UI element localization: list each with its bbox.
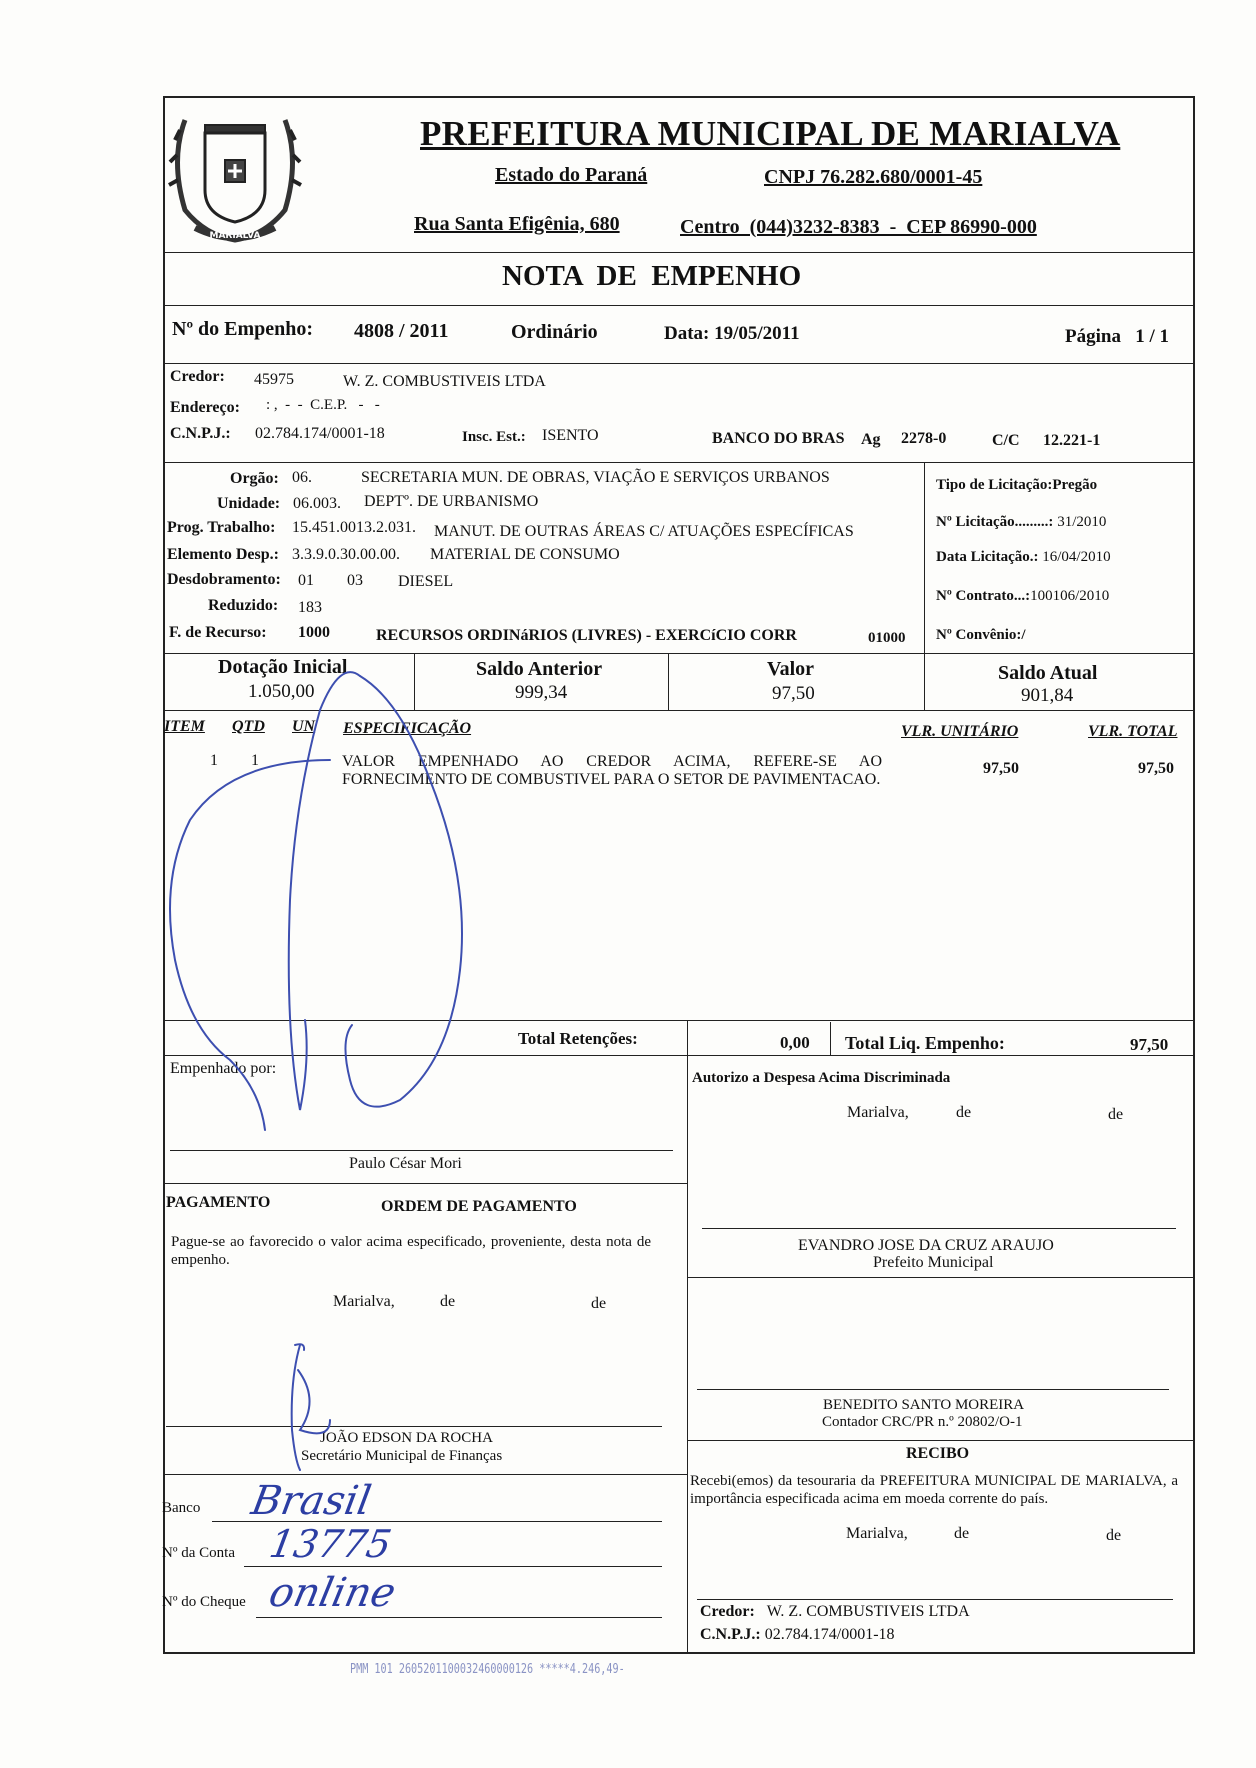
cheque-label: Nº do Cheque [162,1594,246,1610]
desdobramento-a: 01 [298,572,314,589]
signature-line [697,1599,1173,1600]
retencoes-value: 0,00 [780,1033,810,1052]
col-spec: ESPECIFICAÇÃO [343,720,472,737]
unidade-code: 06.003. [293,495,341,512]
signature-line [170,1150,673,1151]
autorizo-label: Autorizo a Despesa Acima Discriminada [692,1070,951,1086]
contador-role: Contador CRC/PR n.º 20802/O-1 [822,1414,1023,1430]
contrato-number [936,588,1109,605]
saldo-anterior-value: 999,34 [515,682,568,703]
recibo-credor [700,1603,970,1621]
signature-line [702,1228,1176,1229]
reduzido-value: 183 [298,599,322,616]
convenio: Nº Convênio:/ [936,627,1026,643]
empenhado-name: Paulo César Mori [349,1155,462,1172]
licitacao-type: Tipo de Licitação:Pregão [936,477,1098,493]
signature-line [166,1426,662,1427]
prog-code: 15.451.0013.2.031. [292,519,416,536]
banco-handwritten: Brasil [247,1478,375,1524]
insc-value: ISENTO [542,427,599,444]
divider [163,1474,687,1475]
bank-name: BANCO DO BRAS [712,430,845,447]
divider [163,1020,1195,1021]
col-qtd: QTD [232,718,265,735]
account-number: 12.221-1 [1043,432,1101,449]
conta-handwritten: 13775 [266,1522,395,1566]
contrato-label: Nº Contrato...: [936,588,1031,604]
cheque-handwritten: online [265,1570,400,1616]
header-contact: Centro (044)3232-8383 - CEP 86990-000 [680,216,1037,238]
recibo-cnpj-label: C.N.P.J.: [700,1626,761,1643]
recibo-city: Marialva, [846,1525,908,1542]
prefeito-role: Prefeito Municipal [873,1254,994,1271]
saldo-atual-value: 901,84 [1021,685,1074,706]
dotacao-label: Dotação Inicial [218,656,348,678]
header-address: Rua Santa Efigênia, 680 [414,213,620,235]
valor-value: 97,50 [772,683,815,704]
signature-line [697,1389,1169,1390]
licitacao-number [936,514,1106,531]
divider [924,462,925,653]
secretario-role: Secretário Municipal de Finanças [301,1448,503,1464]
credor-label: Credor: [170,368,225,385]
recibo-cnpj [700,1626,895,1644]
elemento-label: Elemento Desp.: [167,546,279,563]
liq-value: 97,50 [1130,1035,1169,1054]
recibo-credor-name: W. Z. COMBUSTIVEIS LTDA [766,1603,970,1620]
divider [163,653,1195,654]
licitacao-number-value: 31/2010 [1057,514,1107,530]
item-number: 1 [210,752,218,769]
agency-label: Ag [861,431,881,448]
autorizo-de2: de [1108,1106,1124,1123]
credor-address: : , - - C.E.P. - - [266,397,380,413]
recibo-cnpj-value: 02.784.174/0001-18 [764,1626,895,1643]
recibo-de1: de [954,1525,970,1542]
autorizo-de1: de [956,1104,972,1121]
recibo-title: RECIBO [906,1445,970,1462]
prog-name: MANUT. DE OUTRAS ÁREAS C/ ATUAÇÕES ESPECÍFICAS [434,523,854,540]
recibo-text: Recebi(emos) da tesouraria da PREFEITURA MUNICIPAL DE MARIALVA, a importância especificada acima em moeda corrente do país. [690,1473,1178,1507]
elemento-code: 3.3.9.0.30.00.00. [292,546,400,563]
reduzido-label: Reduzido: [208,597,279,614]
empenhado-label: Empenhado por: [170,1060,277,1077]
col-item: ITEM [164,718,205,735]
address-label: Endereço: [170,399,240,416]
elemento-name: MATERIAL DE CONSUMO [430,546,620,563]
cnpj-label: C.N.P.J.: [170,425,231,442]
recurso-code2: 01000 [868,630,906,646]
document-title: NOTA DE EMPENHO [502,260,802,292]
orgao-code: 06. [292,469,312,486]
municipality-title: PREFEITURA MUNICIPAL DE MARIALVA [420,114,1121,153]
empenho-type: Ordinário [511,321,598,343]
saldo-atual-label: Saldo Atual [998,662,1098,684]
pagamento-text: Pague-se ao favorecido o valor acima especificado, proveniente, desta nota de empenho. [171,1234,651,1268]
recibo-de2: de [1106,1527,1122,1544]
empenho-date: Data: 19/05/2011 [664,323,800,344]
item-total: 97,50 [1138,760,1174,777]
pagamento-label: PAGAMENTO [166,1194,271,1211]
account-label: C/C [992,432,1020,449]
agency-number: 2278-0 [901,430,947,447]
pagamento-city: Marialva, [333,1293,395,1310]
contrato-value: 100106/2010 [1030,588,1110,604]
pagamento-de2: de [591,1295,607,1312]
divider [687,1020,688,1055]
licitacao-number-label: Nº Licitação.........: [936,514,1054,530]
empenho-label: Nº do Empenho: [172,318,314,340]
ordem-label: ORDEM DE PAGAMENTO [381,1198,577,1215]
state-name: Estado do Paraná [495,164,648,186]
licitacao-date-value: 16/04/2010 [1042,549,1111,565]
orgao-name: SECRETARIA MUN. DE OBRAS, VIAÇÃO E SERVIÇOS URBANOS [361,469,830,486]
orgao-label: Orgão: [230,470,279,487]
desdobramento-name: DIESEL [398,573,454,590]
desdobramento-label: Desdobramento: [167,571,281,588]
divider [687,1440,1195,1441]
insc-label: Insc. Est.: [462,429,526,445]
credor-name: W. Z. COMBUSTIVEIS LTDA [343,373,546,390]
credor-cnpj: 02.784.174/0001-18 [255,425,385,442]
divider [687,1055,688,1654]
divider [163,462,1195,463]
empenho-number: 4808 / 2011 [354,320,449,342]
pagamento-de1: de [440,1293,456,1310]
recurso-code: 1000 [298,624,330,641]
header-cnpj: CNPJ 76.282.680/0001-45 [764,166,983,188]
divider [163,1055,1195,1056]
item-spec: VALOR EMPENHADO AO CREDOR ACIMA, REFERE-SE AO FORNECIMENTO DE COMBUSTIVEL PARA O SETOR DE PAVIMENTACAO. [342,753,882,788]
credor-code: 45975 [254,371,294,388]
footer-code: PMM 101 2605201100032460000126 *****4.246,49- [350,1662,625,1677]
divider [163,252,1195,253]
dotacao-value: 1.050,00 [248,681,315,702]
municipal-seal [165,100,305,250]
divider [163,710,1195,711]
saldo-anterior-label: Saldo Anterior [476,658,603,680]
secretario-name: JOÃO EDSON DA ROCHA [320,1430,493,1446]
unidade-label: Unidade: [217,495,281,512]
divider [163,305,1195,306]
contador-name: BENEDITO SANTO MOREIRA [823,1397,1025,1413]
licitacao-date-label: Data Licitação.: [936,549,1039,565]
prog-label: Prog. Trabalho: [167,519,276,536]
recibo-credor-label: Credor: [700,1603,755,1620]
autorizo-city: Marialva, [847,1104,909,1121]
valor-label: Valor [767,658,815,680]
divider [163,363,1195,364]
retencoes-label: Total Retenções: [518,1029,638,1048]
item-qty: 1 [251,752,259,769]
banco-label: Banco [162,1500,201,1516]
conta-label: Nº da Conta [162,1545,235,1561]
page-number: Página 1 / 1 [1065,326,1169,347]
recurso-name: RECURSOS ORDINáRIOS (LIVRES) - EXERCíCIO CORR [376,627,797,644]
divider [668,653,669,710]
col-total: VLR. TOTAL [1088,723,1178,740]
conta-line [244,1566,662,1567]
divider [414,653,415,710]
licitacao-date [936,549,1111,566]
divider [830,1022,831,1055]
liq-label: Total Liq. Empenho: [845,1033,1005,1053]
divider [687,1277,1195,1278]
item-unit-price: 97,50 [983,760,1019,777]
prefeito-name: EVANDRO JOSE DA CRUZ ARAUJO [798,1237,1054,1254]
col-un: UN [292,718,316,735]
desdobramento-b: 03 [347,572,363,589]
unidade-name: DEPTº. DE URBANISMO [364,493,539,510]
divider [924,653,925,710]
col-unit-price: VLR. UNITÁRIO [901,723,1019,740]
recurso-label: F. de Recurso: [169,624,267,641]
cheque-line [256,1617,662,1618]
svg-text:MARIALVA: MARIALVA [209,231,261,241]
divider [163,1183,687,1184]
